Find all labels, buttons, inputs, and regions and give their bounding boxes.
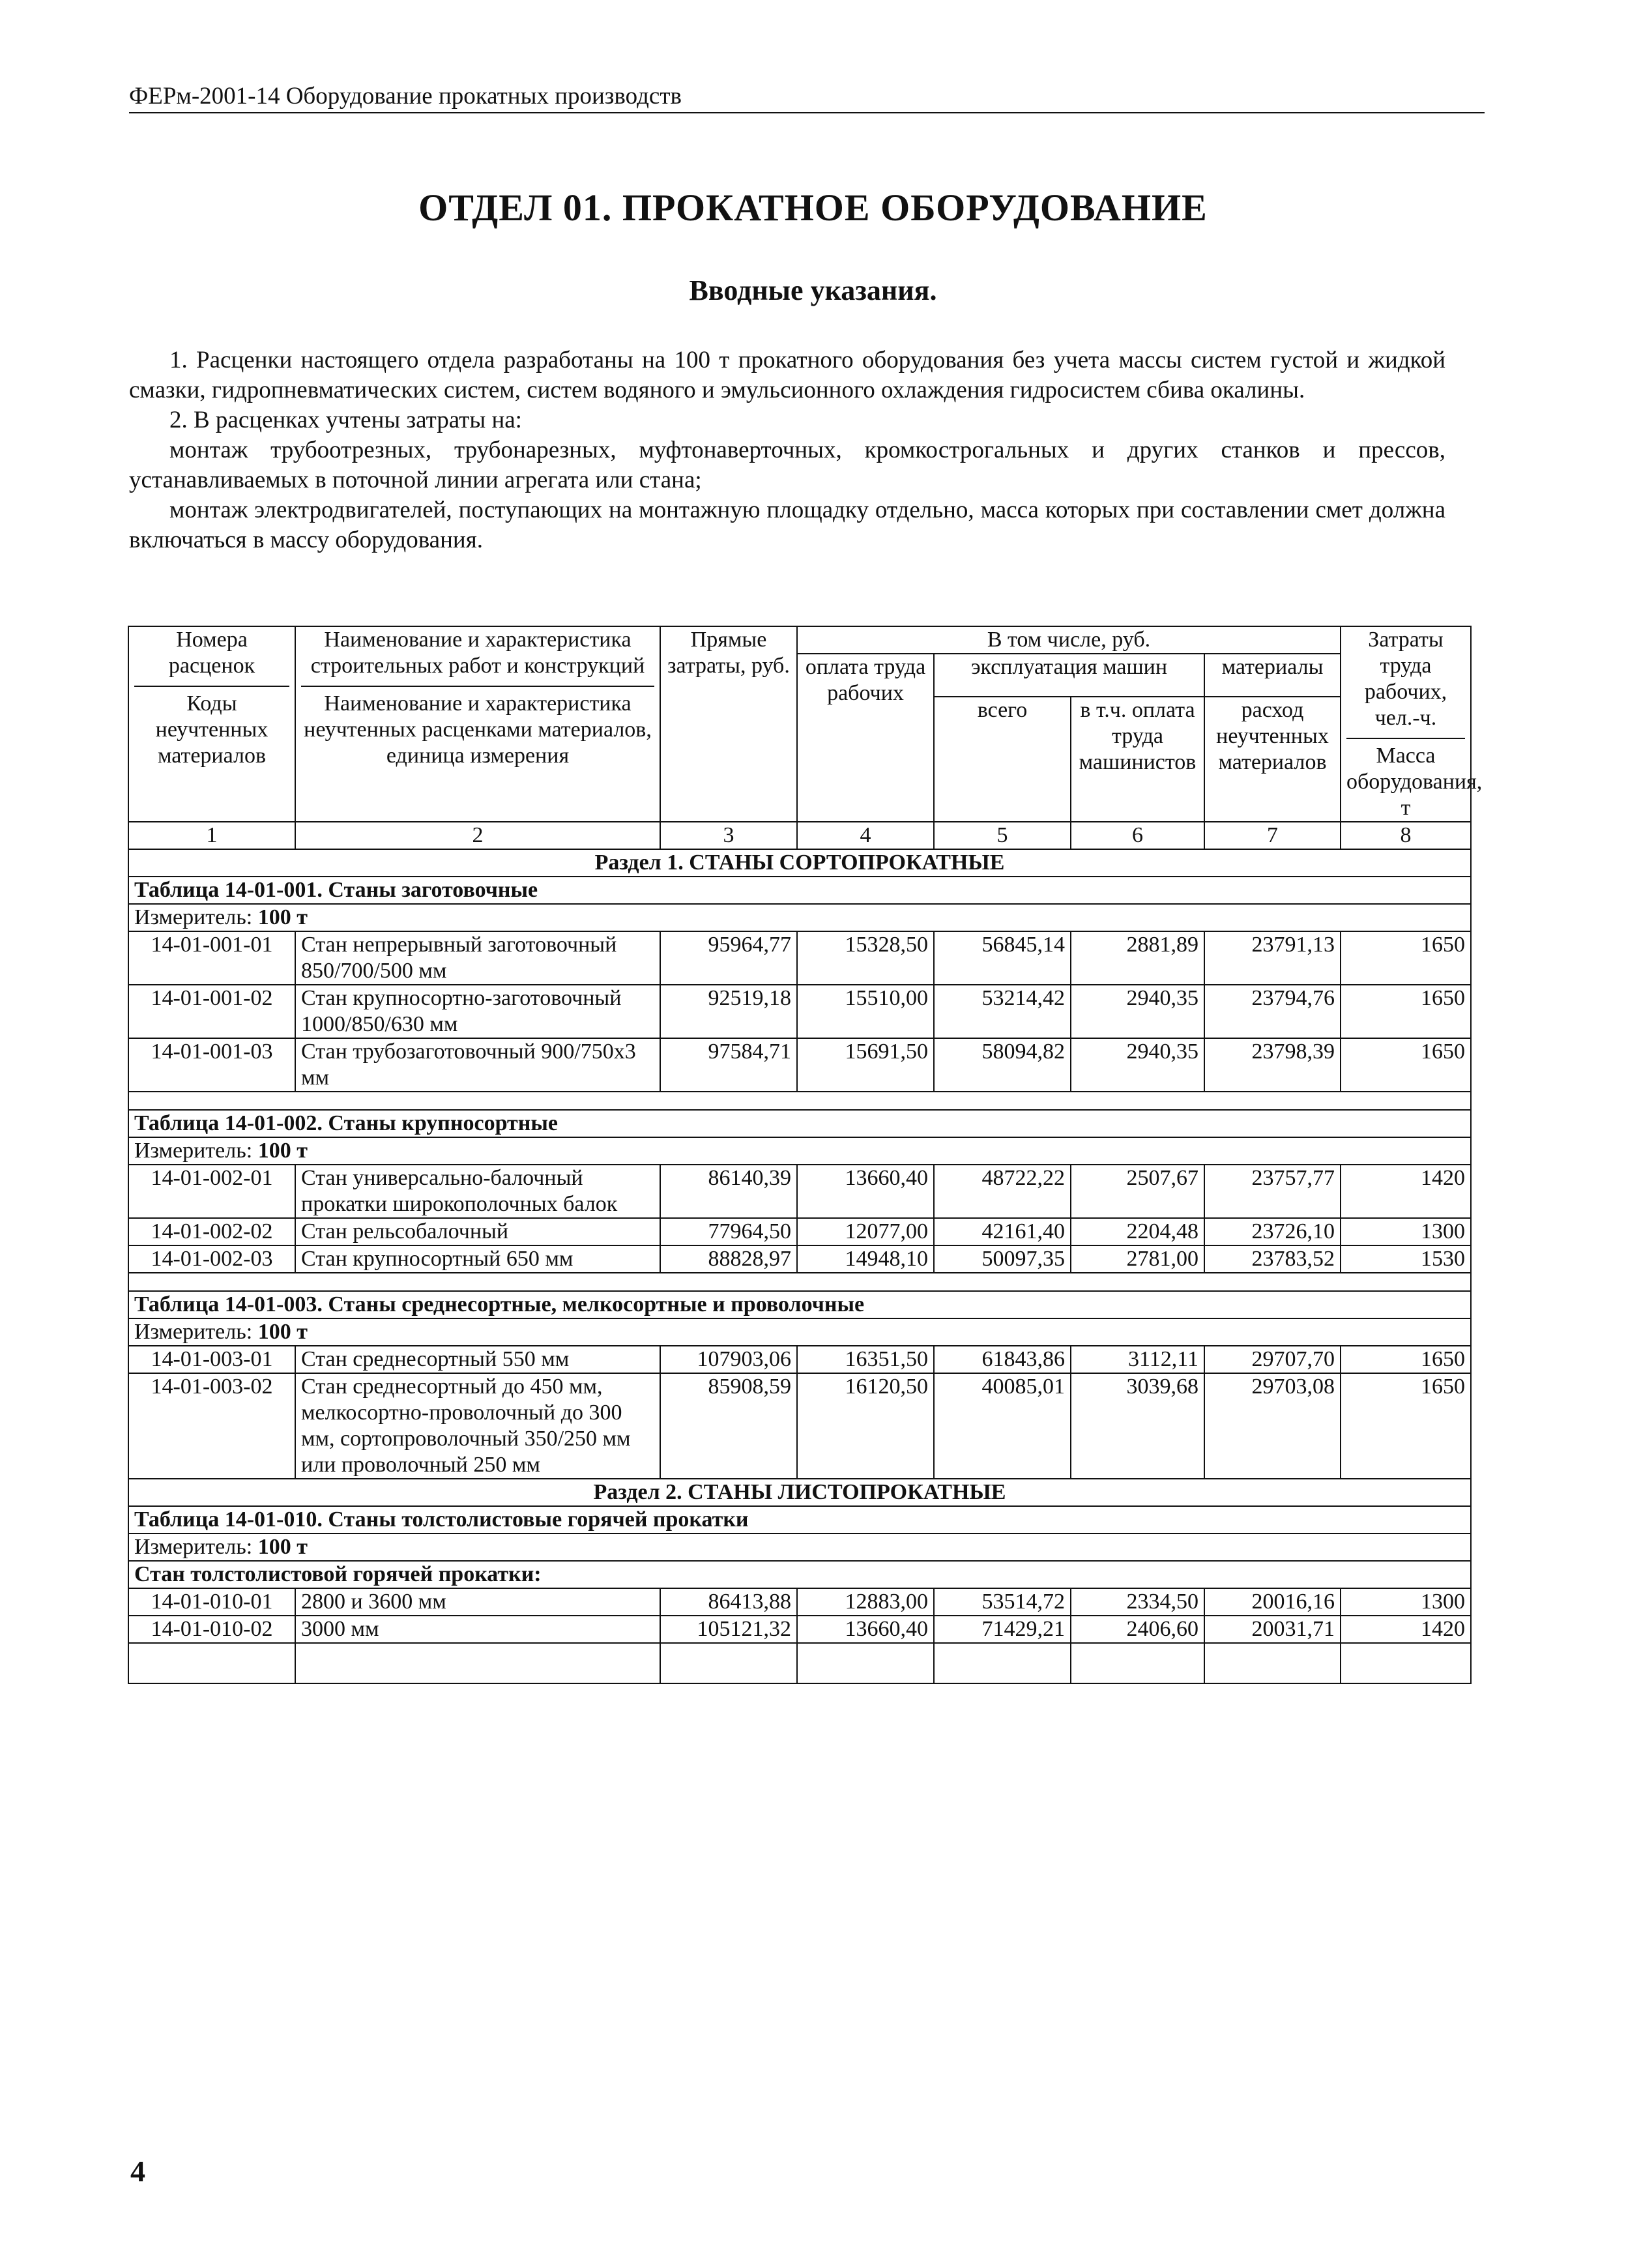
labor: 1650 [1341, 931, 1471, 985]
rate-name: 2800 и 3600 мм [295, 1588, 660, 1616]
direct-costs: 88828,97 [660, 1245, 797, 1273]
column-number: 5 [934, 822, 1071, 849]
direct-costs: 86140,39 [660, 1165, 797, 1218]
header-direct-costs: Прямые затраты, руб. [660, 626, 797, 822]
labor: 1650 [1341, 985, 1471, 1038]
header-rate-codes: Номера расценок Коды неучтенных материалов [128, 626, 295, 822]
machinists-pay: 2334,50 [1071, 1588, 1204, 1616]
labor: 1650 [1341, 1373, 1471, 1479]
rate-code: 14-01-010-01 [128, 1588, 295, 1616]
spacer-cell [128, 1273, 1471, 1291]
measure-cell [128, 1534, 1471, 1561]
direct-costs: 97584,71 [660, 1038, 797, 1092]
table-row [128, 1218, 1471, 1245]
rate-name: Стан непрерывный заготовочный 850/700/500 мм [295, 931, 660, 985]
rate-code: 14-01-002-02 [128, 1218, 295, 1245]
header-materials-unaccounted: расход неучтенных материалов [1204, 697, 1341, 822]
direct-costs: 86413,88 [660, 1588, 797, 1616]
table-row [128, 985, 1471, 1038]
table-row [128, 1616, 1471, 1643]
table-title: Таблица 14-01-010. Станы толстолистовые горячей прокатки [128, 1506, 1471, 1534]
column-number: 3 [660, 822, 797, 849]
measure-label: Измеритель: [134, 1535, 253, 1559]
machine-ops: 48722,22 [934, 1165, 1071, 1218]
machinists-pay: 2406,60 [1071, 1616, 1204, 1643]
header-machinists-pay: в т.ч. оплата труда машинистов [1071, 697, 1204, 822]
table-row-empty [128, 1643, 1471, 1683]
measure-label: Измеритель: [134, 905, 253, 929]
table-row [128, 931, 1471, 985]
materials: 20031,71 [1204, 1616, 1341, 1643]
column-number: 4 [797, 822, 934, 849]
materials: 23726,10 [1204, 1218, 1341, 1245]
materials: 23794,76 [1204, 985, 1341, 1038]
workers-pay: 13660,40 [797, 1165, 934, 1218]
section-title: Раздел 1. СТАНЫ СОРТОПРОКАТНЫЕ [128, 849, 1471, 877]
measure-value: 100 т [257, 1320, 308, 1344]
measure-value: 100 т [257, 1535, 308, 1559]
table-title: Таблица 14-01-002. Станы крупносортные [128, 1110, 1471, 1137]
header-column-numbers [128, 822, 1471, 849]
labor: 1420 [1341, 1165, 1471, 1218]
rate-name: Стан крупносортный 650 мм [295, 1245, 660, 1273]
header-workers-pay: оплата труда рабочих [797, 654, 934, 822]
table-spacer [128, 1273, 1471, 1291]
machine-ops: 53214,42 [934, 985, 1071, 1038]
empty-cell [1204, 1643, 1341, 1683]
labor: 1650 [1341, 1038, 1471, 1092]
machinists-pay: 3039,68 [1071, 1373, 1204, 1479]
table-row [128, 1373, 1471, 1479]
direct-costs: 105121,32 [660, 1616, 797, 1643]
table-row [128, 1165, 1471, 1218]
machinists-pay: 2507,67 [1071, 1165, 1204, 1218]
machine-ops: 42161,40 [934, 1218, 1071, 1245]
direct-costs: 95964,77 [660, 931, 797, 985]
rate-name: Стан среднесортный 550 мм [295, 1346, 660, 1373]
direct-costs: 107903,06 [660, 1346, 797, 1373]
materials: 23783,52 [1204, 1245, 1341, 1273]
labor: 1420 [1341, 1616, 1471, 1643]
workers-pay: 16120,50 [797, 1373, 934, 1479]
measure-row [128, 1318, 1471, 1346]
header-name: Наименование и характеристика строительных работ и конструкций Наименование и характеристика неучтенных расценками материалов, единица измерения [295, 626, 660, 822]
table-title: Таблица 14-01-003. Станы среднесортные, мелкосортные и проволочные [128, 1291, 1471, 1318]
direct-costs: 92519,18 [660, 985, 797, 1038]
measure-cell [128, 1318, 1471, 1346]
workers-pay: 13660,40 [797, 1616, 934, 1643]
spacer-cell [128, 1092, 1471, 1110]
machine-ops: 71429,21 [934, 1616, 1071, 1643]
rate-name: Стан трубозаготовочный 900/750х3 мм [295, 1038, 660, 1092]
rate-code: 14-01-010-02 [128, 1616, 295, 1643]
workers-pay: 14948,10 [797, 1245, 934, 1273]
group-row [128, 1561, 1471, 1588]
machinists-pay: 2940,35 [1071, 1038, 1204, 1092]
labor: 1300 [1341, 1218, 1471, 1245]
workers-pay: 12883,00 [797, 1588, 934, 1616]
header-row [128, 626, 1471, 654]
materials: 23757,77 [1204, 1165, 1341, 1218]
machine-ops: 56845,14 [934, 931, 1071, 985]
column-number: 7 [1204, 822, 1341, 849]
page-header: ФЕРм-2001-14 Оборудование прокатных производств [129, 83, 1485, 113]
rate-code: 14-01-001-03 [128, 1038, 295, 1092]
labor: 1300 [1341, 1588, 1471, 1616]
header-labor: Затраты труда рабочих, чел.-ч. Масса оборудования, т [1341, 626, 1471, 822]
column-number: 8 [1341, 822, 1471, 849]
header-machine-total: всего [934, 697, 1071, 822]
measure-cell [128, 904, 1471, 931]
intro-paragraph: монтаж трубоотрезных, трубонарезных, муфтонаверточных, кромкострогальных и других станков и прессов, устанавливаемых в поточной линии агрегата или стана; [129, 437, 1445, 493]
rate-code: 14-01-003-02 [128, 1373, 295, 1479]
rate-code: 14-01-001-01 [128, 931, 295, 985]
workers-pay: 16351,50 [797, 1346, 934, 1373]
empty-cell [1341, 1643, 1471, 1683]
table-row [128, 1245, 1471, 1273]
measure-row [128, 904, 1471, 931]
machine-ops: 40085,01 [934, 1373, 1071, 1479]
intro-paragraph: 2. В расценках учтены затраты на: [169, 407, 522, 433]
measure-row [128, 1137, 1471, 1165]
intro-title: Вводные указания. [689, 274, 937, 306]
empty-cell [797, 1643, 934, 1683]
workers-pay: 15691,50 [797, 1038, 934, 1092]
rate-name: 3000 мм [295, 1616, 660, 1643]
table-title-row [128, 1291, 1471, 1318]
workers-pay: 15328,50 [797, 931, 934, 985]
workers-pay: 15510,00 [797, 985, 934, 1038]
materials: 29703,08 [1204, 1373, 1341, 1479]
table-spacer [128, 1092, 1471, 1110]
column-number: 6 [1071, 822, 1204, 849]
materials: 23798,39 [1204, 1038, 1341, 1092]
labor: 1650 [1341, 1346, 1471, 1373]
measure-label: Измеритель: [134, 1139, 253, 1163]
section-title: Раздел 2. СТАНЫ ЛИСТОПРОКАТНЫЕ [128, 1479, 1471, 1506]
measure-label: Измеритель: [134, 1320, 253, 1344]
intro-paragraph: монтаж электродвигателей, поступающих на монтажную площадку отдельно, масса которых при составлении смет должна включаться в массу оборудования. [129, 497, 1445, 553]
direct-costs: 85908,59 [660, 1373, 797, 1479]
machinists-pay: 2940,35 [1071, 985, 1204, 1038]
measure-value: 100 т [257, 905, 308, 929]
measure-value: 100 т [257, 1139, 308, 1163]
direct-costs: 77964,50 [660, 1218, 797, 1245]
rate-code: 14-01-002-03 [128, 1245, 295, 1273]
measure-row [128, 1534, 1471, 1561]
machine-ops: 61843,86 [934, 1346, 1071, 1373]
table-title-row [128, 1506, 1471, 1534]
rate-name: Стан рельсобалочный [295, 1218, 660, 1245]
group-title: Стан толстолистовой горячей прокатки: [128, 1561, 1471, 1588]
rate-code: 14-01-002-01 [128, 1165, 295, 1218]
measure-cell [128, 1137, 1471, 1165]
column-number: 2 [295, 822, 660, 849]
machine-ops: 50097,35 [934, 1245, 1071, 1273]
materials: 20016,16 [1204, 1588, 1341, 1616]
rate-name: Стан крупносортно-заготовочный 1000/850/630 мм [295, 985, 660, 1038]
workers-pay: 12077,00 [797, 1218, 934, 1245]
table-title: Таблица 14-01-001. Станы заготовочные [128, 877, 1471, 904]
empty-cell [295, 1643, 660, 1683]
intro-paragraph: 1. Расценки настоящего отдела разработаны на 100 т прокатного оборудования без учета массы систем густой и жидкой смазки, гидропневматических систем, систем водяного и эмульсионного охлаждения гидросистем сбива окалины. [129, 347, 1445, 403]
machine-ops: 58094,82 [934, 1038, 1071, 1092]
empty-cell [128, 1643, 295, 1683]
machinists-pay: 2781,00 [1071, 1245, 1204, 1273]
empty-cell [934, 1643, 1071, 1683]
machinists-pay: 2881,89 [1071, 931, 1204, 985]
machine-ops: 53514,72 [934, 1588, 1071, 1616]
department-title: ОТДЕЛ 01. ПРОКАТНОЕ ОБОРУДОВАНИЕ [418, 186, 1208, 229]
header-machine-ops: эксплуатация машин [934, 654, 1204, 697]
table-row [128, 1588, 1471, 1616]
table-title-row [128, 877, 1471, 904]
empty-cell [1071, 1643, 1204, 1683]
rate-name: Стан универсально-балочный прокатки широкополочных балок [295, 1165, 660, 1218]
labor: 1530 [1341, 1245, 1471, 1273]
table-row [128, 1038, 1471, 1092]
section-row [128, 1479, 1471, 1506]
page-number: 4 [130, 2155, 145, 2188]
rate-code: 14-01-001-02 [128, 985, 295, 1038]
column-number: 1 [128, 822, 295, 849]
header-materials: материалы [1204, 654, 1341, 697]
header-including: В том числе, руб. [797, 626, 1341, 654]
intro-text [129, 345, 1445, 555]
table-row [128, 1346, 1471, 1373]
machinists-pay: 2204,48 [1071, 1218, 1204, 1245]
section-row [128, 849, 1471, 877]
machinists-pay: 3112,11 [1071, 1346, 1204, 1373]
rate-name: Стан среднесортный до 450 мм, мелкосортно-проволочный до 300 мм, сортопроволочный 350/250 мм или проволочный 250 мм [295, 1373, 660, 1479]
empty-cell [660, 1643, 797, 1683]
materials: 29707,70 [1204, 1346, 1341, 1373]
materials: 23791,13 [1204, 931, 1341, 985]
rates-table [128, 626, 1483, 1684]
table-title-row [128, 1110, 1471, 1137]
rate-code: 14-01-003-01 [128, 1346, 295, 1373]
